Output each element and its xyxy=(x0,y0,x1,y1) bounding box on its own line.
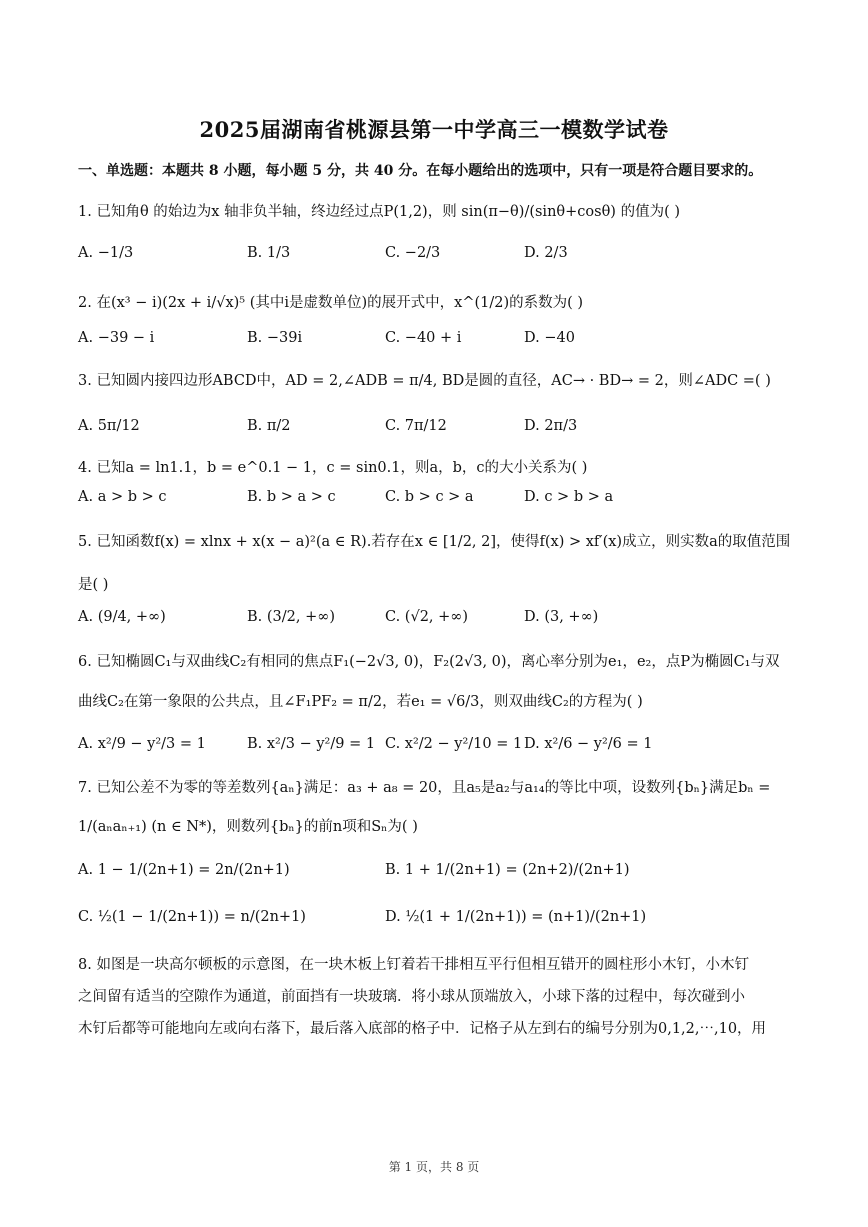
question-6-option-a: A. x²/9 − y²/3 = 1 xyxy=(78,736,206,752)
question-6-option-c: C. x²/2 − y²/10 = 1 xyxy=(385,736,523,752)
question-1-option-a: A. −1/3 xyxy=(78,245,134,261)
question-2-option-c: C. −40 + i xyxy=(385,330,462,346)
question-6-option-d: D. x²/6 − y²/6 = 1 xyxy=(524,736,653,752)
question-5-option-a: A. (9/4, +∞) xyxy=(78,609,166,625)
question-4-stem: 4. 已知a = ln1.1，b = e^0.1 − 1，c = sin0.1，则a，b，c的大小关系为( ) xyxy=(78,460,588,476)
exam-title: 2025届湖南省桃源县第一中学高三一模数学试卷 xyxy=(199,117,669,142)
question-5-option-b: B. (3/2, +∞) xyxy=(247,609,335,625)
section-heading: 一、单选题：本题共 8 小题，每小题 5 分，共 40 分。在每小题给出的选项中，只有一项是符合题目要求的。 xyxy=(78,163,763,179)
question-8-line-2: 之间留有适当的空隙作为通道，前面挡有一块玻璃．将小球从顶端放入，小球下落的过程中，每次碰到小 xyxy=(78,989,745,1005)
question-3-option-d: D. 2π/3 xyxy=(524,418,578,434)
question-7-stem-line-1: 7. 已知公差不为零的等差数列{aₙ}满足：a₃ + a₈ = 20，且a₅是a₂与a₁₄的等比中项，设数列{bₙ}满足bₙ = xyxy=(78,780,771,796)
question-5-stem-line-1: 5. 已知函数f(x) = xlnx + x(x − a)²(a ∈ R).若存在x ∈ [1/2, 2]，使得f(x) > xf′(x)成立，则实数a的取值范围 xyxy=(78,534,791,550)
question-7-stem-line-2: 1/(aₙaₙ₊₁) (n ∈ N*)，则数列{bₙ}的前n项和Sₙ为( ) xyxy=(78,819,418,835)
question-8-line-3: 木钉后都等可能地向左或向右落下，最后落入底部的格子中．记格子从左到右的编号分别为0,1,2,⋯,10，用 xyxy=(78,1021,767,1037)
question-3-option-b: B. π/2 xyxy=(247,418,291,434)
question-1-option-d: D. 2/3 xyxy=(524,245,568,261)
question-7-option-d: D. ½(1 + 1/(2n+1)) = (n+1)/(2n+1) xyxy=(385,909,647,925)
question-8-line-1: 8. 如图是一块高尔顿板的示意图，在一块木板上钉着若干排相互平行但相互错开的圆柱形小木钉，小木钉 xyxy=(78,957,749,973)
question-2-option-a: A. −39 − i xyxy=(78,330,155,346)
question-1-stem: 1. 已知角θ 的始边为x 轴非负半轴，终边经过点P(1,2)，则 sin(π−θ)/(sinθ+cosθ) 的值为( ) xyxy=(78,204,680,220)
question-7-option-c: C. ½(1 − 1/(2n+1)) = n/(2n+1) xyxy=(78,909,306,925)
question-7-option-b: B. 1 + 1/(2n+1) = (2n+2)/(2n+1) xyxy=(385,862,630,878)
page-footer: 第 1 页，共 8 页 xyxy=(388,1160,480,1174)
question-6-option-b: B. x²/3 − y²/9 = 1 xyxy=(247,736,376,752)
question-2-option-d: D. −40 xyxy=(524,330,575,346)
question-3-option-a: A. 5π/12 xyxy=(78,418,140,434)
question-6-stem-line-1: 6. 已知椭圆C₁与双曲线C₂有相同的焦点F₁(−2√3, 0)，F₂(2√3, 0)，离心率分别为e₁，e₂，点P为椭圆C₁与双 xyxy=(78,654,780,670)
question-3-option-c: C. 7π/12 xyxy=(385,418,447,434)
question-1-option-c: C. −2/3 xyxy=(385,245,441,261)
question-7-option-a: A. 1 − 1/(2n+1) = 2n/(2n+1) xyxy=(78,862,290,878)
question-1-option-b: B. 1/3 xyxy=(247,245,291,261)
question-5-option-d: D. (3, +∞) xyxy=(524,609,599,625)
question-3-stem: 3. 已知圆内接四边形ABCD中，AD = 2,∠ADB = π/4, BD是圆的直径，AC→ · BD→ = 2，则∠ADC =( ) xyxy=(78,373,771,389)
question-4-option-d: D. c > b > a xyxy=(524,489,614,505)
question-6-stem-line-2: 曲线C₂在第一象限的公共点，且∠F₁PF₂ = π/2，若e₁ = √6/3，则双曲线C₂的方程为( ) xyxy=(78,694,643,710)
question-2-stem: 2. 在(x³ − i)(2x + i/√x)⁵ (其中i是虚数单位)的展开式中，x^(1/2)的系数为( ) xyxy=(78,295,584,311)
question-4-option-b: B. b > a > c xyxy=(247,489,336,505)
question-4-option-a: A. a > b > c xyxy=(78,489,167,505)
question-5-stem-line-2: 是( ) xyxy=(78,577,109,593)
question-5-option-c: C. (√2, +∞) xyxy=(385,609,469,625)
question-2-option-b: B. −39i xyxy=(247,330,303,346)
question-4-option-c: C. b > c > a xyxy=(385,489,474,505)
